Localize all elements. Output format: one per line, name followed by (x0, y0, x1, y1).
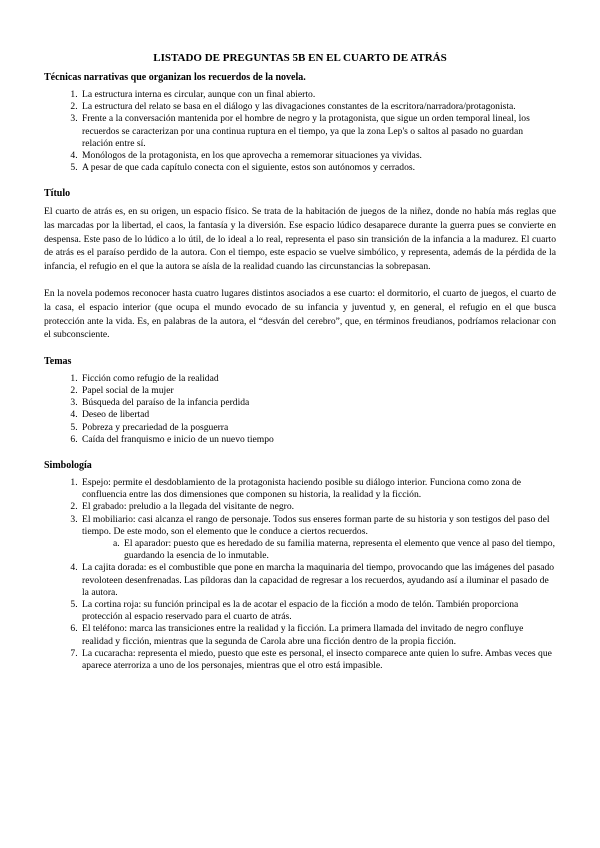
list-item: 6. El teléfono: marca las transiciones entre la realidad y la ficción. La primera llamada del invitado de negro confluye realidad y ficción, mientras que la segunda de Carola abre una ficción dentro de la propia ficción. (80, 623, 556, 647)
section-heading-titulo: Título (44, 188, 71, 200)
simbologia-sublist (82, 538, 556, 562)
list-item: 4. La cajita dorada: es el combustible que pone en marcha la maquinaria del tiempo, provocando que las imágenes del pasado revoloteen desenfrenadas. Las píldoras dan la capacidad de regresar a los recuerdos, ayudando así a iluminar el pasado de la autora. (80, 562, 556, 599)
section-heading-tecnicas: Técnicas narrativas que organizan los recuerdos de la novela. (44, 72, 306, 83)
tecnicas-list (44, 89, 556, 174)
section-heading-simbologia: Simbología (44, 459, 92, 471)
list-item: 3. Búsqueda del paraíso de la infancia perdida (80, 397, 556, 409)
list-item: 5. A pesar de que cada capítulo conecta con el siguiente, estos son autónomos y cerrados. (80, 162, 556, 174)
section-tecnicas (44, 72, 556, 174)
list-item: 2. El grabado: preludio a la llegada del visitante de negro. (80, 501, 556, 513)
sub-list-item: a. El aparador: puesto que es heredado de su familia materna, representa el elemento que vence al paso del tiempo, guardando la esencia de lo inmutable. (122, 538, 556, 562)
paragraph: El cuarto de atrás es, en su origen, un espacio físico. Se trata de la habitación de juegos de la niñez, donde no había más reglas que las marcadas por la libertad, el caos, la fantasía y la diversión. Ese espacio lúdico desaparece durante la guerra pues se convierte en despensa. Este paso de lo lúdico a lo útil, de lo ideal a lo real, representa el paso sin transición de la infancia a la madurez. El cuarto de atrás es el paraíso perdido de la autora. Con el tiempo, este espacio se vuelve simbólico, y representa, además de la pérdida de la infancia, el refugio en el que la autora se aísla de la realidad cuando las circunstancias la sobrepasan. (44, 206, 556, 272)
list-item: 7. La cucaracha: representa el miedo, puesto que este es personal, el insecto comparece ante quien lo sufre. Ambas veces que aparece aterroriza a uno de los personajes, mientras que el otro está impasible. (80, 648, 556, 672)
section-simbologia (44, 460, 556, 672)
list-item: 6. Caída del franquismo e inicio de un nuevo tiempo (80, 434, 556, 446)
section-titulo (44, 188, 556, 341)
list-item: 3. Frente a la conversación mantenida por el hombre de negro y la protagonista, que sigue un orden temporal lineal, los recuerdos se caracterizan por una continua ruptura en el tiempo, ya que la zona Lep's o saltos al pasado no guardan relación entre sí. (80, 113, 556, 150)
list-item (80, 514, 556, 563)
list-item: 1. Ficción como refugio de la realidad (80, 373, 556, 385)
list-item: 2. Papel social de la mujer (80, 385, 556, 397)
list-item: 2. La estructura del relato se basa en el diálogo y las divagaciones constantes de la escritora/narradora/protagonista. (80, 101, 556, 113)
document-title: LISTADO DE PREGUNTAS 5B EN EL CUARTO DE ATRÁS (153, 52, 447, 64)
section-heading-temas: Temas (44, 355, 72, 367)
list-item: 4. Monólogos de la protagonista, en los que aprovecha a rememorar situaciones ya vividas. (80, 150, 556, 162)
list-item: 5. La cortina roja: su función principal es la de acotar el espacio de la ficción a modo de telón. También proporciona protección al espacio reservado para el cuarto de atrás. (80, 599, 556, 623)
simbologia-list (44, 477, 556, 672)
paragraph: En la novela podemos reconocer hasta cuatro lugares distintos asociados a ese cuarto: el dormitorio, el cuarto de juegos, el cuarto de la casa, el espacio interior (que ocupa el mundo evocado de su infancia y juventud y, en general, el refugio en el que busca protección ante la vida. Es, en palabras de la autora, el “desván del cerebro”, que, en términos freudianos, podríamos relacionar con el subconsciente. (44, 288, 556, 341)
list-item: 1. La estructura interna es circular, aunque con un final abierto. (80, 89, 556, 101)
temas-list (44, 373, 556, 446)
list-item: 1. Espejo: permite el desdoblamiento de la protagonista haciendo posible su diálogo interior. Funciona como zona de confluencia entre las dos dimensiones que componen su historia, la realidad y la ficción. (80, 477, 556, 501)
section-temas (44, 356, 556, 446)
list-item: 4. Deseo de libertad (80, 409, 556, 421)
list-item-text: El mobiliario: casi alcanza el rango de personaje. Todos sus enseres forman parte de su historia y son testigos del paso del tiempo. De este modo, son el elemento que le conduce a ciertos recuerdos. (82, 513, 550, 537)
list-item: 5. Pobreza y precariedad de la posguerra (80, 422, 556, 434)
